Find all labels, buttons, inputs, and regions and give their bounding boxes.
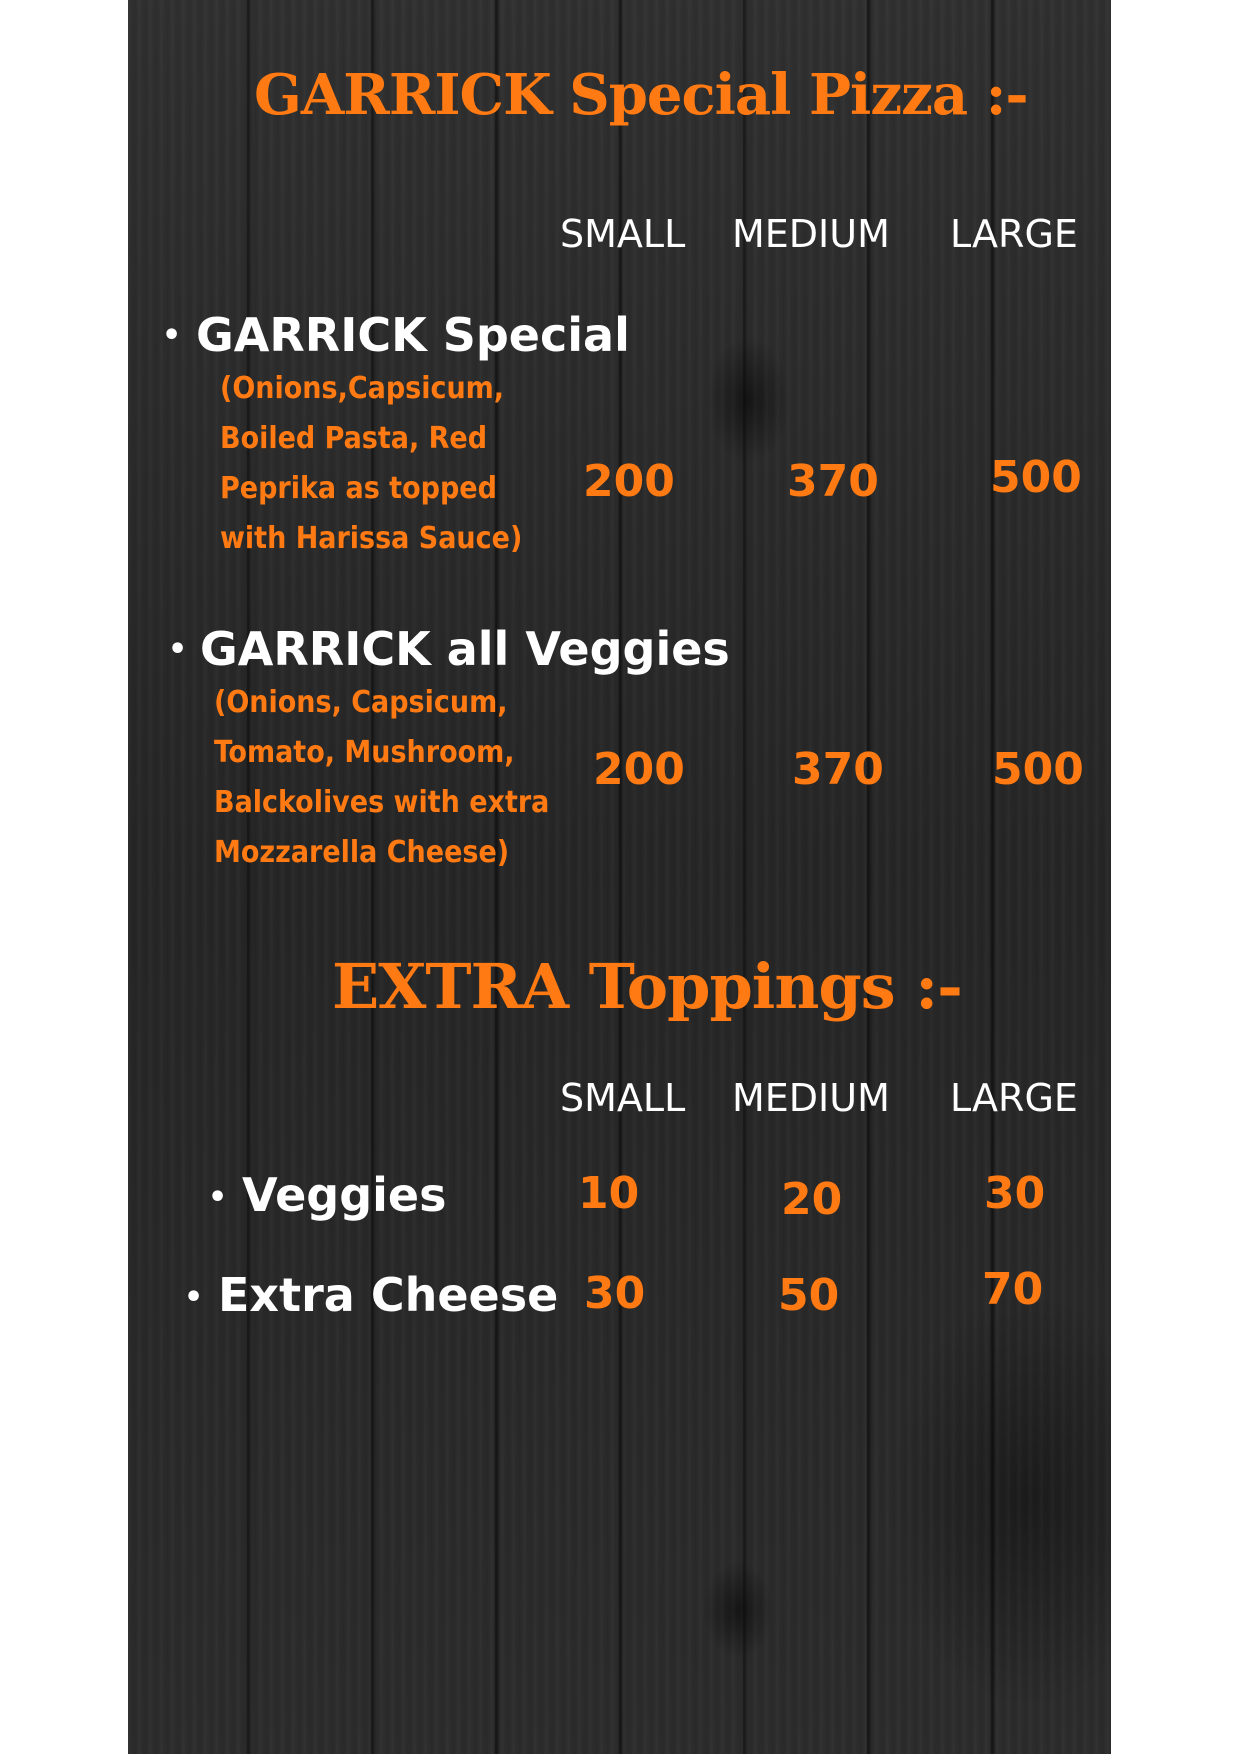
topping-name-extra-cheese: Extra Cheese xyxy=(218,1268,559,1322)
desc-line: Peprika as topped xyxy=(220,471,497,506)
item-name-garrick-special: GARRICK Special xyxy=(196,308,630,362)
desc-line: Boiled Pasta, Red xyxy=(220,421,488,456)
price-medium: 20 xyxy=(781,1174,843,1225)
size-header-medium: MEDIUM xyxy=(732,1076,890,1120)
price-large: 70 xyxy=(982,1264,1044,1315)
item-desc-garrick-special xyxy=(220,364,540,564)
price-small: 30 xyxy=(584,1268,646,1319)
section-title-extra-toppings: EXTRA Toppings :- xyxy=(332,950,962,1023)
desc-line: Mozzarella Cheese) xyxy=(214,835,510,870)
bullet-icon: • xyxy=(162,318,182,353)
desc-line: Tomato, Mushroom, xyxy=(214,735,515,770)
bullet-icon: • xyxy=(168,632,188,667)
bullet-icon: • xyxy=(184,1280,204,1315)
desc-line: with Harissa Sauce) xyxy=(220,521,523,556)
topping-name-veggies: Veggies xyxy=(242,1168,447,1222)
price-medium: 370 xyxy=(792,744,884,795)
price-small: 200 xyxy=(593,744,685,795)
item-desc-garrick-all-veggies xyxy=(214,678,554,878)
price-small: 200 xyxy=(583,456,675,507)
desc-line: (Onions, Capsicum, xyxy=(214,685,508,720)
price-medium: 370 xyxy=(787,456,879,507)
price-large: 500 xyxy=(992,744,1084,795)
size-header-medium: MEDIUM xyxy=(732,212,890,256)
desc-line: Balckolives with extra xyxy=(214,785,550,820)
desc-line: (Onions,Capsicum, xyxy=(220,371,505,406)
size-header-large: LARGE xyxy=(950,212,1078,256)
price-large: 30 xyxy=(984,1168,1046,1219)
size-header-small: SMALL xyxy=(560,212,686,256)
price-small: 10 xyxy=(578,1168,640,1219)
size-header-small: SMALL xyxy=(560,1076,686,1120)
size-header-large: LARGE xyxy=(950,1076,1078,1120)
section-title-special-pizza: GARRICK Special Pizza :- xyxy=(254,62,1028,128)
price-medium: 50 xyxy=(778,1270,840,1321)
item-name-garrick-all-veggies: GARRICK all Veggies xyxy=(200,622,730,676)
price-large: 500 xyxy=(990,452,1082,503)
bullet-icon: • xyxy=(208,1180,228,1215)
